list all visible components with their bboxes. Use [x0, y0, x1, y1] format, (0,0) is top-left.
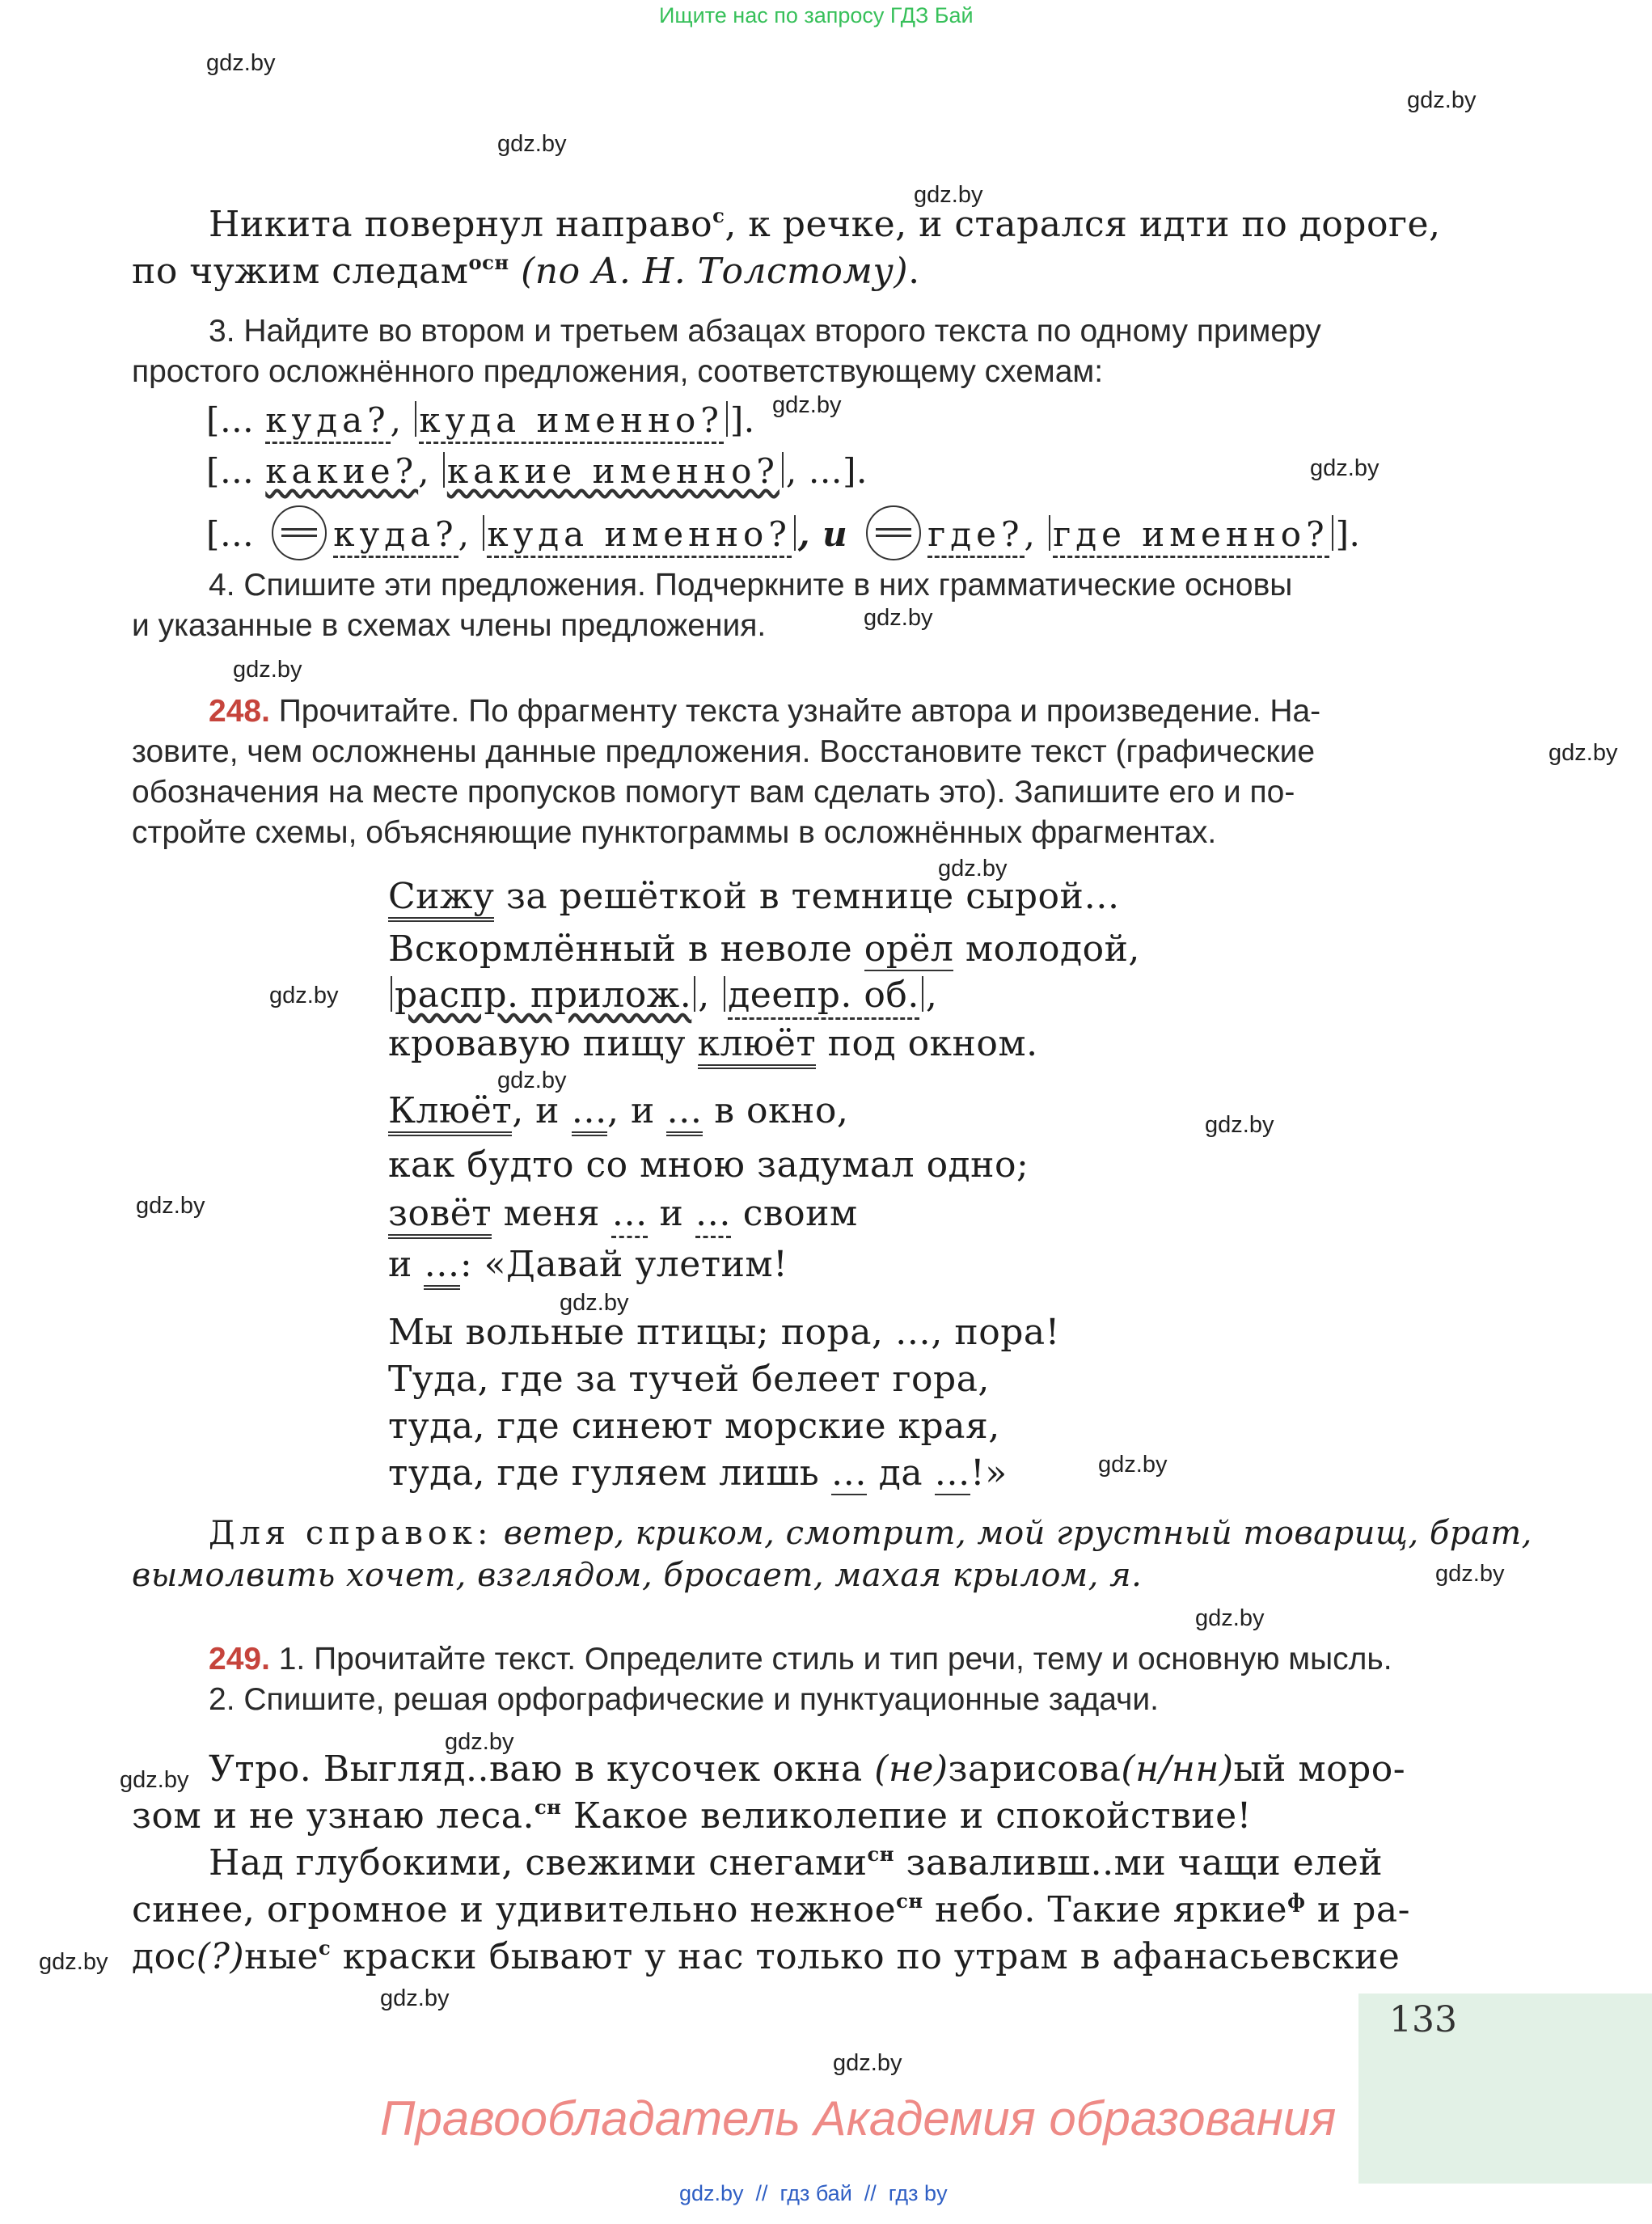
exercise-number: 249. [209, 1642, 270, 1676]
syntax-mark: сн [534, 1795, 562, 1820]
poem-line-1: Сижу за решёткой в темнице сырой… [388, 876, 1120, 917]
watermark: gdz.by [233, 657, 302, 683]
watermark: gdz.by [1310, 455, 1379, 481]
watermark: gdz.by [136, 1193, 205, 1219]
watermark: gdz.by [269, 983, 339, 1008]
search-hint: Ищите нас по запросу ГДЗ Бай [659, 3, 974, 27]
syntax-mark: осн [468, 251, 509, 275]
scheme-1: [… куда?, куда именно? ]. [206, 400, 755, 440]
poem-line-11: туда, где синеют морские края, [388, 1406, 1000, 1447]
watermark: gdz.by [120, 1767, 189, 1793]
continuation-line-1: Никита повернул направо$^с$, к речке, и старался идти по дороге, [209, 204, 1441, 245]
exercise-248-line-3: обозначения на месте пропусков помогут вам сделать это). Запишите его и по- [132, 775, 1295, 810]
watermark: gdz.by [833, 2050, 902, 2076]
watermark: gdz.by [1407, 87, 1477, 113]
watermark: gdz.by [1195, 1605, 1265, 1631]
poem-line-12: туда, где гуляем лишь … да …!» [388, 1452, 1008, 1494]
poem-line-2: Вскормлённый в неволе орёл молодой, [388, 928, 1140, 970]
watermark: gdz.by [1435, 1561, 1505, 1587]
page-number: 133 [1389, 1999, 1457, 2040]
task3-line-1: 3. Найдите во втором и третьем абзацах второго текста по одному примеру [209, 314, 1321, 349]
watermark: gdz.by [1098, 1452, 1168, 1478]
exercise-248-line-4: стройте схемы, объясняющие пунктограммы в осложнённых фрагментах. [132, 815, 1217, 850]
watermark: gdz.by [1548, 740, 1618, 766]
watermark: gdz.by [914, 182, 983, 208]
exercise-249-line-2: 2. Спишите, решая орфографические и пунктуационные задачи. [209, 1682, 1159, 1717]
poem-line-10: Туда, где за тучей белеет гора, [388, 1359, 990, 1400]
task3-line-2: простого осложнённого предложения, соответствующему схемам: [132, 354, 1104, 389]
reference-line-2: вымолвить хочет, взглядом, бросает, махая крылом, я. [132, 1557, 1143, 1594]
exercise-248-line-2: зовите, чем осложнены данные предложения. Восстановите текст (графические [132, 734, 1316, 769]
copyright-notice: Правообладатель Академия образования [380, 2091, 1337, 2146]
text249-line-3: Над глубокими, свежими снегами$^{сн}$ заваливш..ми чащи елей [209, 1842, 1384, 1884]
watermark: gdz.by [560, 1290, 629, 1316]
syntax-mark: с [319, 1936, 332, 1960]
watermark: gdz.by [864, 605, 933, 631]
watermark: gdz.by [445, 1729, 514, 1755]
footer-links[interactable]: gdz.by // гдз бай // гдз by [679, 2181, 948, 2205]
exercise-248-line-1: 248. Прочитайте. По фрагменту текста узнайте автора и произведение. На- [209, 694, 1321, 729]
poem-line-7: зовёт меня … и … своим [388, 1193, 858, 1234]
syntax-mark: сн [867, 1842, 894, 1867]
poem-line-8: и …: «Давай улетим! [388, 1244, 788, 1285]
continuation-line-2: по чужим следам$^{осн}$ (по А. Н. Толстому). [132, 251, 920, 292]
homogeneous-predicate-icon [272, 505, 327, 560]
syntax-mark: сн [896, 1889, 923, 1913]
source-attribution: (по А. Н. Толстому) [521, 251, 909, 292]
reference-line-1: Для справок: ветер, криком, смотрит, мой грустный товарищ, брат, [209, 1515, 1532, 1552]
task4-line-1: 4. Спишите эти предложения. Подчеркните в них грамматические основы [209, 568, 1293, 603]
syntax-mark: ф [1287, 1889, 1306, 1913]
scheme-3: [… куда?, куда именно? , и где?, где именно? ]. [206, 505, 1360, 560]
text249-line-2: зом и не узнаю леса.$^{сн}$ Какое великолепие и спокойствие! [132, 1795, 1252, 1837]
watermark: gdz.by [206, 50, 276, 76]
poem-line-9: Мы вольные птицы; пора, …, пора! [388, 1312, 1060, 1353]
poem-line-3: распр. прилож. , деепр. об. , [388, 975, 937, 1016]
watermark: gdz.by [380, 1985, 450, 2011]
poem-line-5: Клюёт, и …, и … в окно, [388, 1090, 848, 1131]
syntax-mark: с [712, 204, 725, 228]
text249-line-5: дос(?)ные$^с$ краски бывают у нас только по утрам в афанасьевские [132, 1936, 1401, 1977]
scheme-2: [… какие?, какие именно? , …]. [206, 451, 868, 491]
poem-line-6: как будто со мною задумал одно; [388, 1144, 1029, 1186]
watermark: gdz.by [497, 131, 567, 157]
watermark: gdz.by [39, 1949, 108, 1975]
watermark: gdz.by [772, 392, 842, 418]
watermark: gdz.by [1205, 1112, 1274, 1138]
task4-line-2: и указанные в схемах члены предложения. [132, 608, 767, 643]
text249-line-1: Утро. Выгляд..ваю в кусочек окна (не)зарисова(н/нн)ый моро- [209, 1748, 1406, 1790]
exercise-number: 248. [209, 694, 270, 729]
text249-line-4: синее, огромное и удивительно нежное$^{сн}$ небо. Такие яркие$^ф$ и ра- [132, 1889, 1410, 1930]
exercise-249-line-1: 249. 1. Прочитайте текст. Определите стиль и тип речи, тему и основную мысль. [209, 1642, 1392, 1676]
homogeneous-predicate-icon [866, 505, 921, 560]
watermark: gdz.by [497, 1068, 567, 1093]
watermark: gdz.by [938, 856, 1008, 882]
poem-line-4: кровавую пищу клюёт под окном. [388, 1023, 1038, 1064]
reference-label: Для справок: [209, 1515, 493, 1552]
